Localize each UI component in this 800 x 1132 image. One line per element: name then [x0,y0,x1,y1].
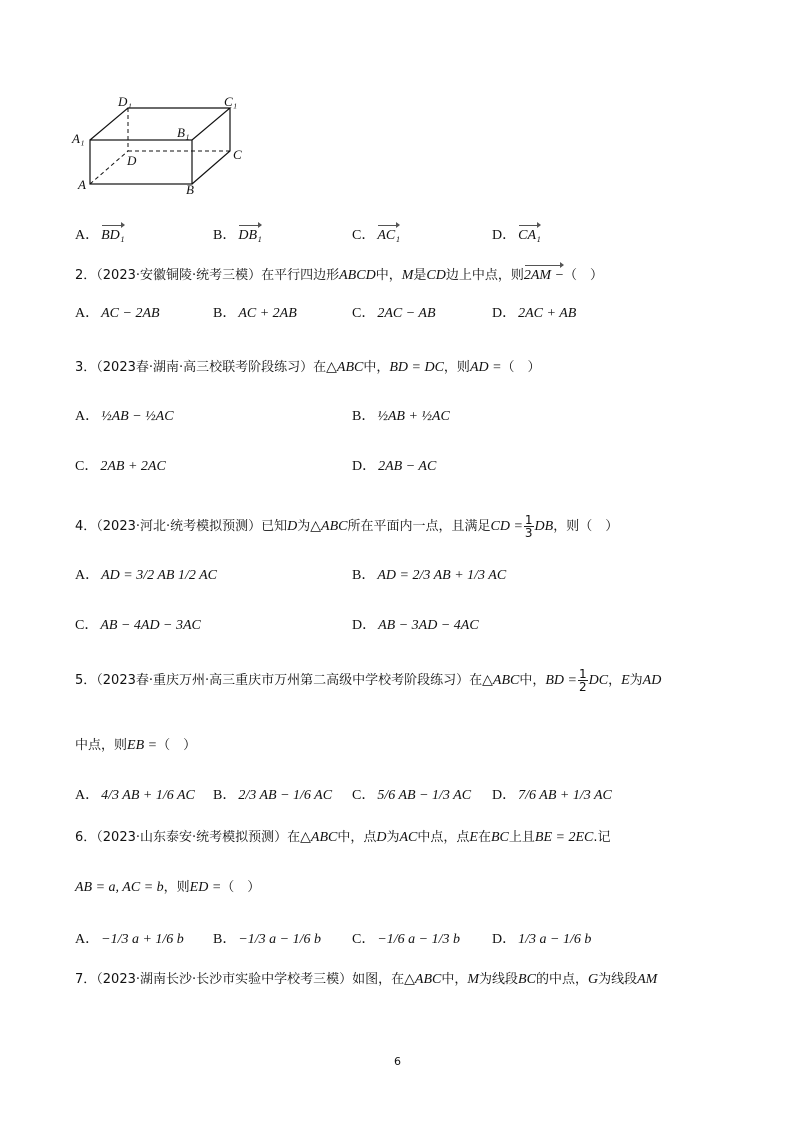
option-text: ½AB + ½AC [377,409,450,424]
label-b1: B₁ [177,125,190,140]
option-text: AB − 4AD − 3AC [100,618,201,633]
q5-option-c[interactable] [352,784,471,804]
stem-text: ，则 [443,360,470,375]
stem-math: BD = DC [389,360,444,375]
stem-text: 5．（2023春·重庆万州·高三重庆市万州第二高级中学校考阶段练习）在 [75,673,483,688]
stem-math: △ABC [326,360,364,375]
label-d1: D₁ [118,94,132,109]
option-label: D． [492,306,517,321]
stem-math: E [621,673,630,688]
stem-text: 所在平面内一点，且满足 [347,519,491,534]
option-label: D． [352,618,377,633]
option-label: C． [352,932,376,947]
stem-text: 中，点 [337,830,377,845]
q4-option-b[interactable] [352,564,506,584]
option-label: A． [75,568,100,583]
q7-stem [75,968,657,988]
option-text: 2/3 AB − 1/6 AC [238,788,333,803]
stem-text: 为线段 [598,972,638,987]
q2-option-d[interactable] [492,302,576,322]
option-label: D． [352,459,377,474]
option-label: B． [213,228,237,243]
option-label: B． [213,306,237,321]
stem-math: BC [490,830,509,845]
q3-stem [75,356,541,376]
right-face [192,108,230,184]
option-text: ½AB − ½AC [101,409,174,424]
q6-stem-line2 [75,876,260,896]
option-label: B． [213,932,237,947]
q4-stem [75,514,618,539]
q5-option-a[interactable] [75,784,195,804]
stem-math: △ABC [310,519,348,534]
fraction-one-third: $\frac{1}{3}$ [524,513,533,540]
option-text: AD = 3/2 AB 1/2 AC [101,568,218,583]
option-label: B． [352,568,376,583]
label-c: C [233,147,242,162]
stem-text: 3．（2023春·湖南·高三校联考阶段练习）在 [75,360,327,375]
q2-stem [75,264,603,284]
stem-text: （ ） [501,360,541,375]
q3-option-b[interactable] [352,405,450,425]
stem-text: 是 [413,268,427,283]
stem-text: 为 [629,673,643,688]
stem-text: 上且 [508,830,535,845]
option-text: AC + 2AB [238,306,297,321]
front-face [90,140,192,184]
stem-math: D [376,830,387,845]
q2-option-c[interactable] [352,302,436,322]
label-d: D [127,153,137,168]
option-label: C． [352,788,376,803]
stem-text: 为 [386,830,400,845]
stem-math: ABCD [339,268,376,283]
option-label: D． [492,788,517,803]
label-b: B [186,182,194,197]
stem-text: ， [608,673,622,688]
stem-math: 2AM − [523,268,565,283]
q1-option-a[interactable] [75,224,125,244]
stem-text: （ ） [157,738,197,753]
q6-option-a[interactable] [75,928,184,948]
q5-option-d[interactable] [492,784,612,804]
stem-math: E [469,830,478,845]
q6-option-c[interactable] [352,928,460,948]
option-text: −1/3 a − 1/6 b [238,932,322,947]
stem-math: △ABC [482,673,520,688]
stem-math: BD = [545,673,577,688]
option-text: AD = 2/3 AB + 1/3 AC [377,568,507,583]
q5-option-b[interactable] [213,784,332,804]
stem-text: 中， [519,673,546,688]
option-text: 2AC + AB [518,306,577,321]
q1-option-c[interactable] [352,224,400,244]
stem-text: 4．（2023·河北·统考模拟预测）已知 [75,519,288,534]
option-label: A． [75,788,100,803]
option-text: 2AC − AB [377,306,436,321]
stem-math: AC [399,830,418,845]
q4-option-d[interactable] [352,614,479,634]
stem-math: BE = 2EC [534,830,594,845]
q1-option-b[interactable] [213,224,262,244]
q6-stem-line1 [75,826,610,846]
option-text: AB − 3AD − 4AC [378,618,479,633]
stem-text: 中， [441,972,468,987]
option-label: A． [75,932,100,947]
stem-text: 中点，点 [417,830,470,845]
q2-option-a[interactable] [75,302,160,322]
option-label: A． [75,409,100,424]
option-text: 7/6 AB + 1/3 AC [518,788,612,803]
stem-math: △ABC [300,830,338,845]
option-label: C． [352,228,376,243]
option-label: A． [75,228,100,243]
q4-option-a[interactable] [75,564,217,584]
option-label: C． [352,306,376,321]
stem-text: 中， [363,360,390,375]
stem-math: AB = a, AC = b [75,880,164,895]
stem-math: CD = [490,519,523,534]
stem-math: DC [588,673,609,688]
stem-text: 在 [477,830,491,845]
stem-text: 6．（2023·山东泰安·统考模拟预测）在 [75,830,301,845]
stem-math: AM [637,972,658,987]
option-label: C． [75,459,99,474]
stem-math: △ABC [404,972,442,987]
page-number: 6 [394,1055,401,1068]
stem-text: 7．（2023·湖南长沙·长沙市实验中学校考三模）如图，在 [75,972,405,987]
option-label: B． [213,788,237,803]
option-text: 2AB + 2AC [100,459,166,474]
option-text: CA₁ [518,228,541,243]
option-label: B． [352,409,376,424]
stem-text: ，则（ ） [553,519,619,534]
option-label: D． [492,932,517,947]
stem-text: 中， [375,268,402,283]
option-text: 2AB − AC [378,459,437,474]
stem-text: 中点，则 [75,738,128,753]
option-text: −1/3 a + 1/6 b [101,932,184,947]
stem-math: AD [642,673,662,688]
q5-stem-line1 [75,668,661,693]
q6-option-b[interactable] [213,928,321,948]
stem-math: M [401,268,414,283]
option-text: 1/3 a − 1/6 b [518,932,592,947]
hidden-edge-ad [90,151,128,184]
stem-text: （ ） [564,268,604,283]
option-label: C． [75,618,99,633]
q4-option-c[interactable] [75,614,201,634]
stem-text: .记 [593,830,611,845]
q3-option-d[interactable] [352,455,436,475]
stem-math: M [467,972,480,987]
fraction-one-half: $\frac{1}{2}$ [578,667,587,694]
label-c1: C₁ [224,94,238,109]
stem-math: EB = [127,738,158,753]
q5-stem-line2 [75,734,196,754]
stem-math: D [287,519,298,534]
option-text: BD₁ [101,228,125,243]
option-text: 4/3 AB + 1/6 AC [101,788,195,803]
stem-math: DB [534,519,554,534]
stem-text: （ ） [221,880,261,895]
option-text: AC − 2AB [101,306,160,321]
stem-text: 的中点， [535,972,588,987]
option-label: D． [492,228,517,243]
stem-math: AD = [469,360,502,375]
option-label: A． [75,306,100,321]
stem-math: BC [518,972,536,987]
q6-option-d[interactable] [492,928,591,948]
stem-math: CD [426,268,446,283]
option-text: DB₁ [238,228,262,243]
option-text: 5/6 AB − 1/3 AC [377,788,472,803]
q3-option-a[interactable] [75,405,174,425]
option-text: −1/6 a − 1/3 b [377,932,461,947]
stem-text: 边上中点，则 [445,268,524,283]
stem-text: 2．（2023·安徽铜陵·统考三模）在平行四边形 [75,268,340,283]
q1-option-d[interactable] [492,224,541,244]
stem-text: 为线段 [479,972,519,987]
stem-text: 为 [297,519,311,534]
stem-math: G [587,972,599,987]
label-a1: A₁ [72,131,85,146]
cuboid-figure [70,88,270,198]
option-text: AC₁ [377,228,401,243]
q3-option-c[interactable] [75,455,166,475]
stem-math: ED = [189,880,222,895]
top-face [90,108,230,140]
q2-option-b[interactable] [213,302,297,322]
stem-text: ，则 [163,880,190,895]
label-a: A [78,177,86,192]
